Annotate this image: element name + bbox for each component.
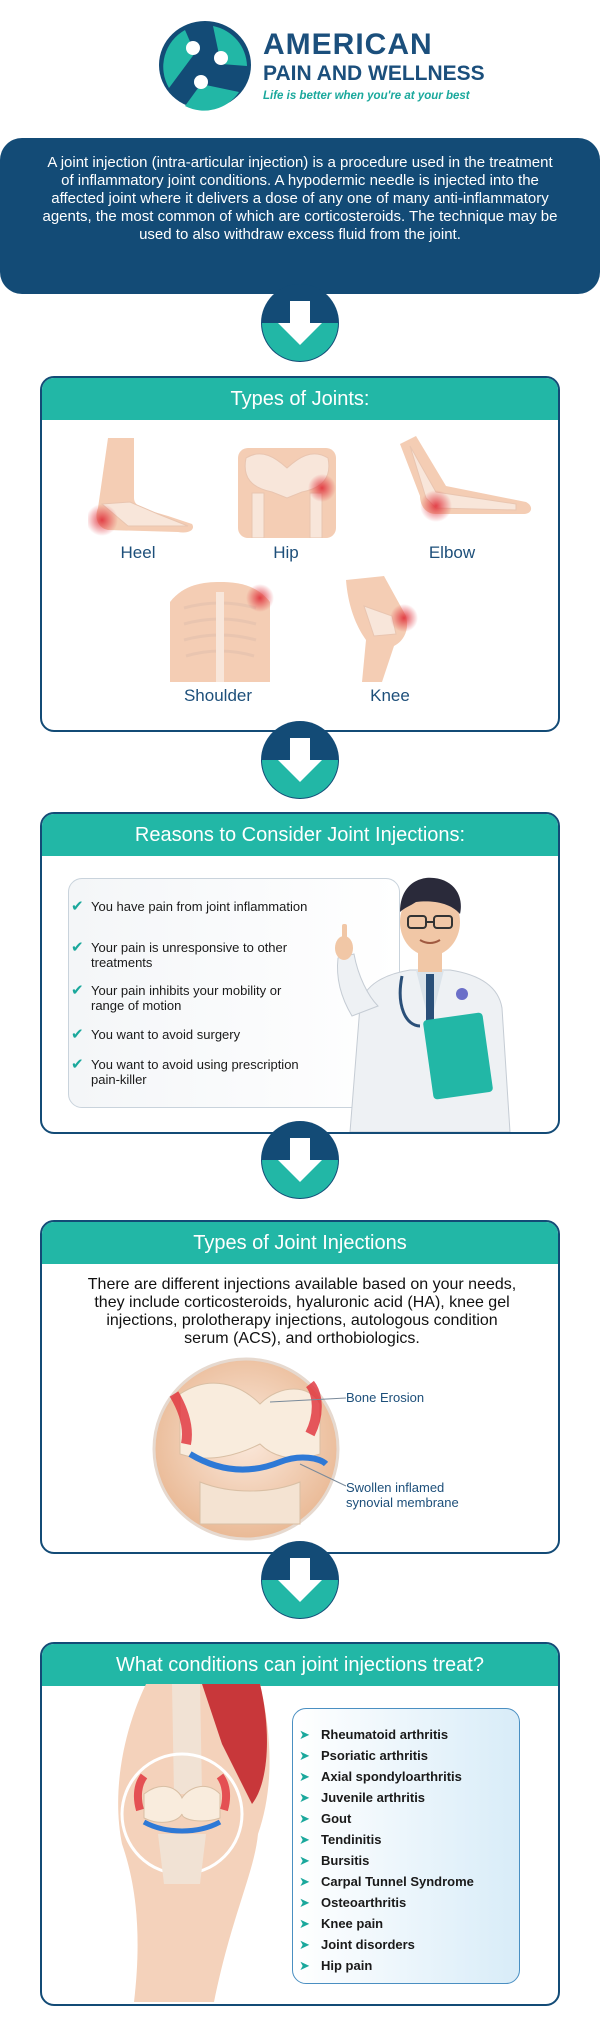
chevron-right-icon: ➤ bbox=[299, 1790, 310, 1805]
chevron-right-icon: ➤ bbox=[299, 1916, 310, 1931]
condition-item: ➤ Joint disorders bbox=[299, 1937, 415, 1952]
logo bbox=[155, 18, 485, 113]
label-bone-erosion: Bone Erosion bbox=[346, 1390, 425, 1405]
chevron-right-icon: ➤ bbox=[299, 1958, 310, 1973]
chevron-right-icon: ➤ bbox=[299, 1874, 310, 1889]
down-arrow-icon bbox=[260, 1540, 340, 1620]
joint-label-elbow: Elbow bbox=[428, 543, 476, 562]
check-icon: ✔ bbox=[71, 898, 84, 915]
intro-text: A joint injection (intra-articular injection) is a procedure used in the treatment of inflammatory joint conditions. A hypodermic needle is injected into the affected joint where it delivers a dose of any one of many anti-inflammatory agents, the most common of which are corticosteroids. The technique may be used to also withdraw excess fluid from the joint. bbox=[42, 154, 558, 243]
joint-label-knee: Knee bbox=[370, 686, 410, 705]
condition-item: ➤ Gout bbox=[299, 1811, 352, 1826]
condition-item: ➤ Bursitis bbox=[299, 1853, 370, 1868]
condition-item: ➤ Hip pain bbox=[299, 1958, 373, 1973]
condition-item: ➤ Knee pain bbox=[299, 1916, 384, 1931]
condition-item: ➤ Rheumatoid arthritis bbox=[299, 1727, 449, 1742]
condition-item: ➤ Osteoarthritis bbox=[299, 1895, 407, 1910]
chevron-right-icon: ➤ bbox=[299, 1895, 310, 1910]
injections-text: There are different injections available based on your needs, they include corticosteroids, hyaluronic acid (HA), knee gel injections, prolotherapy injections, autologous condition serum (ACS), and orthobiologics. bbox=[87, 1276, 517, 1347]
condition-item: ➤ Axial spondyloarthritis bbox=[299, 1769, 462, 1784]
chevron-right-icon: ➤ bbox=[299, 1832, 310, 1847]
check-icon: ✔ bbox=[71, 1056, 84, 1073]
condition-item: ➤ Psoriatic arthritis bbox=[299, 1748, 428, 1763]
joint-label-hip: Hip bbox=[273, 543, 299, 562]
condition-item: ➤ Juvenile arthritis bbox=[299, 1790, 426, 1805]
chevron-right-icon: ➤ bbox=[299, 1748, 310, 1763]
chevron-right-icon: ➤ bbox=[299, 1937, 310, 1952]
check-icon: ✔ bbox=[71, 982, 84, 999]
condition-item: ➤ Tendinitis bbox=[299, 1832, 382, 1847]
heel-illustration bbox=[88, 438, 198, 538]
elbow-illustration bbox=[396, 436, 536, 536]
knee-joint-illustration bbox=[150, 1354, 350, 1544]
reason-item: ✔ Your pain inhibits your mobility or range of motion bbox=[71, 982, 282, 1013]
logo-mark-icon bbox=[155, 18, 255, 113]
chevron-right-icon: ➤ bbox=[299, 1727, 310, 1742]
chevron-right-icon: ➤ bbox=[299, 1853, 310, 1868]
types-of-joints-title: Types of Joints: bbox=[42, 378, 558, 420]
joint-label-shoulder: Shoulder bbox=[183, 686, 253, 705]
condition-item: ➤ Carpal Tunnel Syndrome bbox=[299, 1874, 474, 1889]
conditions-list bbox=[292, 1708, 520, 1984]
down-arrow-icon bbox=[260, 283, 340, 363]
chevron-right-icon: ➤ bbox=[299, 1811, 310, 1826]
reasons-title: Reasons to Consider Joint Injections: bbox=[42, 814, 558, 856]
brand-name-line1: AMERICAN bbox=[263, 28, 433, 61]
brand-name-line2: PAIN AND WELLNESS bbox=[263, 62, 485, 85]
label-synovial-membrane: Swollen inflamed synovial membrane bbox=[346, 1480, 459, 1510]
check-icon: ✔ bbox=[71, 939, 84, 956]
shoulder-illustration bbox=[164, 578, 276, 682]
reason-item: ✔ You want to avoid using prescription pain-killer bbox=[71, 1056, 299, 1087]
reason-item: ✔ Your pain is unresponsive to other treatments bbox=[71, 939, 288, 970]
knee-illustration bbox=[344, 576, 424, 682]
joint-label-heel: Heel bbox=[120, 543, 156, 562]
reason-item: ✔ You have pain from joint inflammation bbox=[71, 898, 308, 915]
conditions-title: What conditions can joint injections treat? bbox=[42, 1644, 558, 1686]
down-arrow-icon bbox=[260, 720, 340, 800]
check-icon: ✔ bbox=[71, 1026, 84, 1043]
reason-item: ✔ You want to avoid surgery bbox=[71, 1026, 241, 1043]
doctor-illustration bbox=[330, 866, 530, 1132]
brand-tagline: Life is better when you're at your best bbox=[263, 90, 470, 102]
hip-illustration bbox=[232, 438, 342, 538]
down-arrow-icon bbox=[260, 1120, 340, 1200]
leg-knee-illustration bbox=[82, 1684, 292, 2002]
injections-title: Types of Joint Injections bbox=[42, 1222, 558, 1264]
intro-banner bbox=[0, 138, 600, 294]
chevron-right-icon: ➤ bbox=[299, 1769, 310, 1784]
